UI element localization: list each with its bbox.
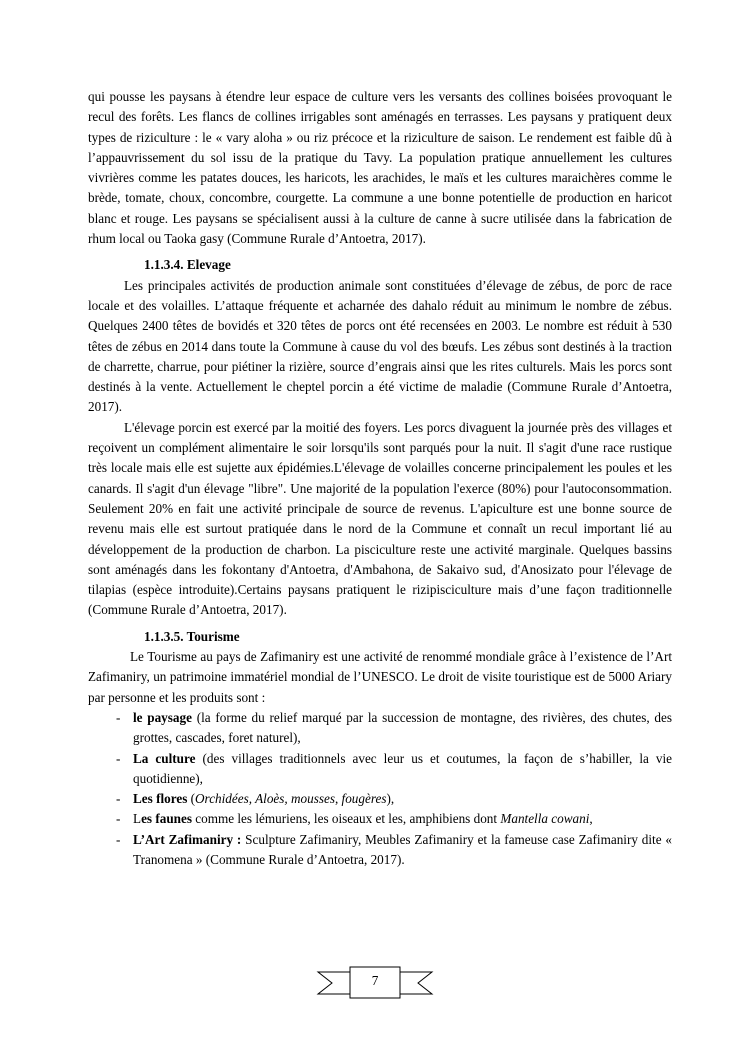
list-item-culture bbox=[88, 749, 672, 790]
list-dash: - bbox=[116, 811, 121, 827]
list-item-flores bbox=[88, 789, 672, 809]
page-number: 7 bbox=[371, 973, 379, 988]
list-item-text: Sculpture Zafimaniry, Meubles Zafimaniry et la fameuse case Zafimaniry dite « Tranomena » (Commune Rurale d’Antoetra, 2017). bbox=[133, 831, 673, 867]
list-item-italic: Orchidées, Aloès, mousses bbox=[195, 791, 335, 807]
list-item-paysage bbox=[88, 708, 672, 749]
list-item-art bbox=[88, 830, 672, 871]
list-item-text: ( bbox=[187, 791, 196, 807]
list-item-bold: Les flores bbox=[133, 791, 188, 807]
list-item-text: ), bbox=[386, 791, 395, 807]
paragraph-elevage-1: Les principales activités de production animale sont constituées d’élevage de zébus, de porc de race locale et des volailles. L’attaque fréquente et acharnée des dahalo réduit au minimum le nombre de zébus. Quelques 2400 têtes de bovidés et 320 têtes de porcs ont été recensées en 2003. Le nombre est réduit à 530 têtes de zébus en 2014 dans toute la Commune à cause du vol des bœufs. Les zébus sont destinés à la traction de charrette, charrue, pour piétiner la rizière, source d’engrais ainsi que les rites culturels. Mais les porcs sont destinés à la vente. Actuellement le cheptel porcin a été victime de maladie (Commune Rurale d’Antoetra, 2017). bbox=[88, 277, 672, 415]
list-item-text: (des villages traditionnels avec leur us et coutumes, la façon de s’habiller, la vie quotidienne), bbox=[133, 750, 672, 786]
list-dash: - bbox=[116, 709, 121, 725]
list-item-faunes bbox=[88, 809, 672, 829]
list-item-italic: Mantella cowani bbox=[500, 811, 590, 827]
paragraph-intro: qui pousse les paysans à étendre leur espace de culture vers les versants des collines boisées provoquant le recul des forêts. Les flancs de collines irrigables sont aménagés en terrasses. Les paysans y pratiquent deux types de riziculture : le « vary aloha » ou riz précoce et la riziculture de saison. Le rendement est faible dû à l’appauvrissement du sol issu de la pratique du Tavy. La population pratique annuellement les cultures vivrières comme les patates douces, les haricots, les arachides, le maïs et les cultures maraichères comme le brède, tomate, choux, concombre, courgette. La commune a une bonne potentielle de production en haricot blanc et rouge. Les paysans se spécialisent aussi à la culture de canne à sucre utilisée dans la fabrication de rhum local ou Taoka gasy (Commune Rurale d’Antoetra, 2017). bbox=[88, 89, 672, 247]
paragraph-tourisme: Le Tourisme au pays de Zafimaniry est une activité de renommé mondiale grâce à l’existence de l’Art Zafimaniry, un patrimoine immatériel mondial de l’UNESCO. Le droit de visite touristique est de 5000 Ariary par personne et les produits sont : bbox=[88, 649, 672, 705]
list-item-text: , bbox=[334, 791, 342, 807]
list-dash: - bbox=[116, 831, 121, 847]
list-item-text: , bbox=[589, 811, 593, 827]
list-item-bold: es faunes bbox=[141, 811, 192, 827]
list-dash: - bbox=[116, 750, 121, 766]
paragraph-elevage-2: L'élevage porcin est exercé par la moitié des foyers. Les porcs divaguent la journée près des villages et reçoivent un complément alimentaire le soir lorsqu'ils sont parqués pour la nuit. Il s'agit d'une race rustique très locale mais elle est sujette aux épidémies.L'élevage de volailles concerne principalement les poules et les canards. Il s'agit d'un élevage "libre". Une majorité de la population l'exerce (80%) pour l'autoconsommation. Seulement 20% en fait une activité principale de source de revenus. L'apiculture est une bonne source de revenu mais elle est surtout pratiquée dans le nord de la Commune et connaît un recul important lié au développement de la production de charbon. La pisciculture reste une activité marginale. Quelques bassins sont aménagés dans les fokontany d'Antoetra, d'Ambahona, de Sakaivo sud, d'Anosizato pour l'élevage de tilapias (espèce introduite).Certains paysans pratiquent le rizipisciculture mais d’une façon traditionnelle (Commune Rurale d’Antoetra, 2017). bbox=[88, 419, 672, 618]
list-item-text: comme les lémuriens, les oiseaux et les, amphibiens dont bbox=[191, 811, 501, 827]
list-item-italic: fougères bbox=[341, 791, 387, 807]
list-item-bold: L’Art Zafimaniry : bbox=[133, 831, 242, 847]
heading-elevage: 1.1.3.4. Elevage bbox=[144, 257, 231, 273]
heading-tourisme: 1.1.3.5. Tourisme bbox=[144, 628, 240, 644]
list-item-text: (la forme du relief marqué par la succession de montagne, des rivières, des chutes, des grottes, cascades, foret naturel), bbox=[133, 709, 672, 746]
page-number-ribbon bbox=[316, 963, 434, 1001]
list-item-bold: le paysage bbox=[133, 709, 192, 725]
tourism-products-list bbox=[88, 708, 672, 870]
list-dash: - bbox=[116, 791, 121, 807]
list-item-bold: La culture bbox=[133, 750, 196, 766]
list-item-text: L bbox=[133, 811, 142, 827]
document-body bbox=[88, 87, 672, 870]
